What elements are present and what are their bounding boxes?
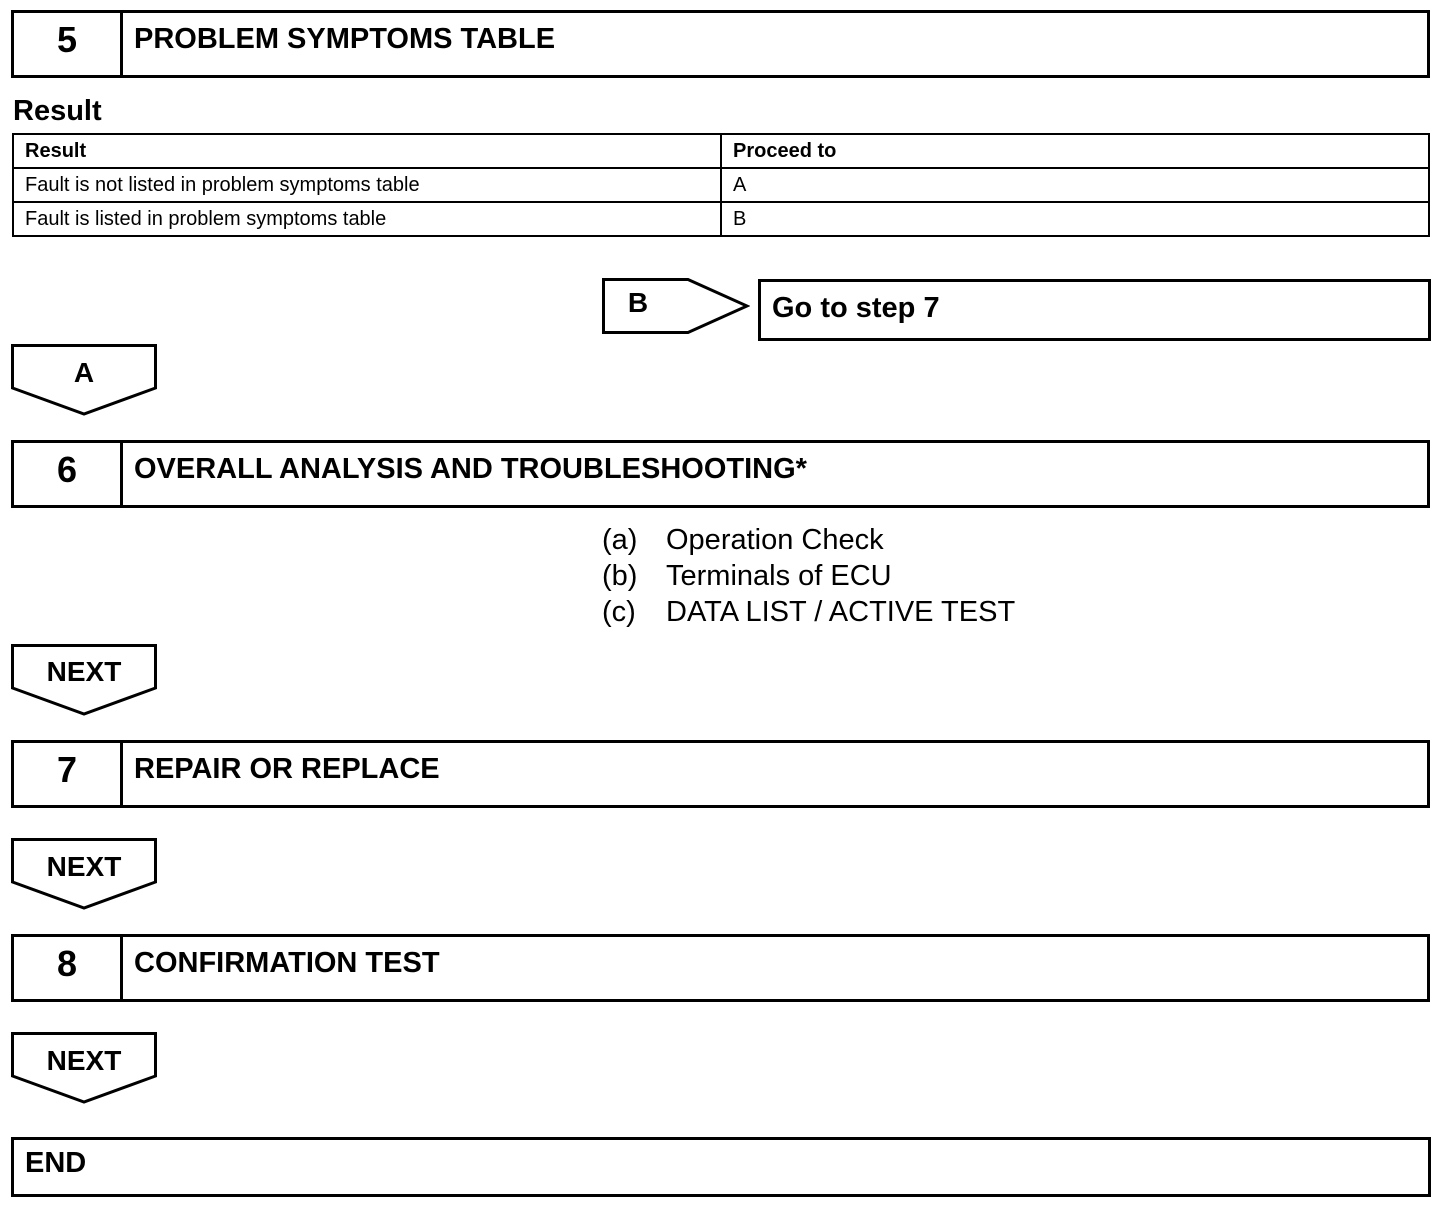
result-table [12,133,1430,237]
table-row [13,168,1429,202]
step-5-header [11,10,1430,78]
result-heading: Result [13,95,102,127]
step-number: 8 [14,937,123,999]
end-box: END [11,1137,1431,1197]
next-label: NEXT [46,656,122,687]
proceed-cell: A [721,168,1429,202]
list-marker: (c) [602,596,636,628]
step-number: 6 [14,443,123,505]
next-label: NEXT [46,1045,122,1076]
list-item [602,594,1015,630]
column-header-proceed: Proceed to [721,134,1429,168]
step-title: PROBLEM SYMPTOMS TABLE [134,22,556,55]
step-6-header [11,440,1430,508]
step-8-header [11,934,1430,1002]
step-6-check-list [602,522,1015,630]
list-text: DATA LIST / ACTIVE TEST [666,596,1016,628]
branch-b-label: B [627,287,649,318]
list-text: Terminals of ECU [666,560,892,592]
step-title: OVERALL ANALYSIS AND TROUBLESHOOTING* [134,452,807,485]
step-number: 5 [14,13,123,75]
list-text: Operation Check [666,524,884,556]
step-7-header [11,740,1430,808]
table-row [13,202,1429,236]
branch-a-label: A [73,357,95,388]
proceed-cell: B [721,202,1429,236]
list-item [602,558,1015,594]
list-item [602,522,1015,558]
result-cell: Fault is listed in problem symptoms table [13,202,721,236]
column-header-result: Result [13,134,721,168]
next-label: NEXT [46,851,122,882]
go-to-step-box: Go to step 7 [758,279,1431,341]
list-marker: (a) [602,524,638,556]
list-marker: (b) [602,560,638,592]
step-number: 7 [14,743,123,805]
result-cell: Fault is not listed in problem symptoms table [13,168,721,202]
step-title: REPAIR OR REPLACE [134,752,440,785]
step-title: CONFIRMATION TEST [134,946,440,979]
table-header-row [13,134,1429,168]
